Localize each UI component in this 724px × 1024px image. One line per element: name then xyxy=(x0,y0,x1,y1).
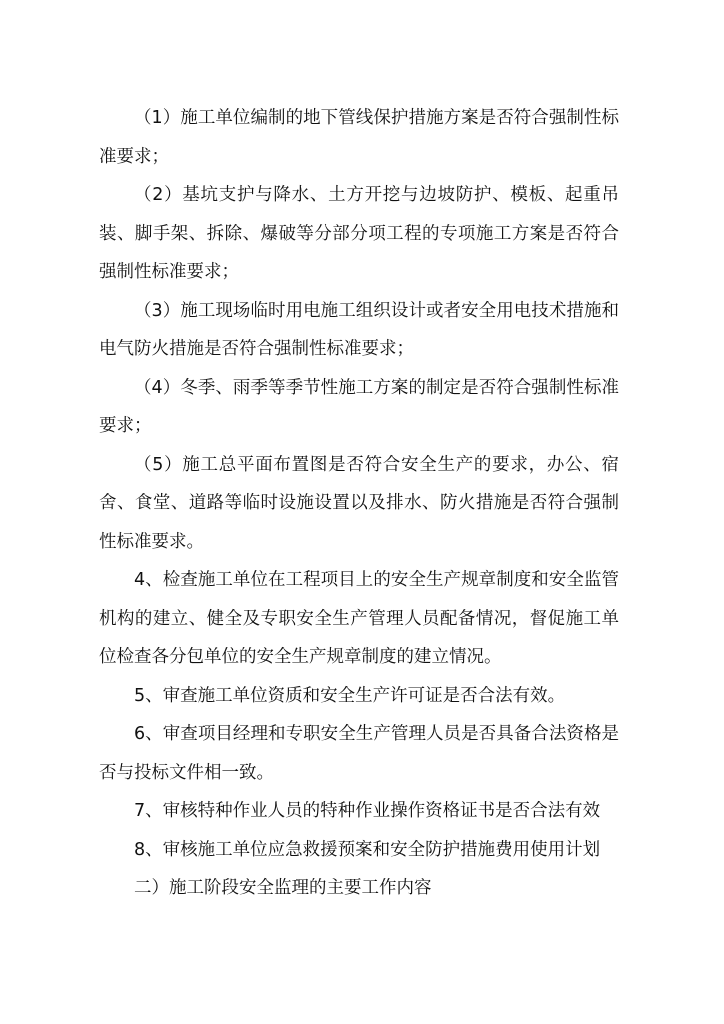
paragraph-manager-qualification: 6、审查项目经理和专职安全生产管理人员是否具备合法资格是否与投标文件相一致。 xyxy=(99,724,619,783)
paragraph-safety-regulations-check: 4、检查施工单位在工程项目上的安全生产规章制度和安全监管机构的建立、健全及专职安全生产管理人员配备情况，督促施工单位检查各分包单位的安全生产规章制度的建立情况。 xyxy=(99,570,619,667)
paragraph-special-construction-plans: （2）基坑支护与降水、土方开挖与边坡防护、模板、起重吊装、脚手架、拆除、爆破等分部分项工程的专项施工方案是否符合强制性标准要求； xyxy=(99,185,619,282)
paragraph-qualification-review: 5、审查施工单位资质和安全生产许可证是否合法有效。 xyxy=(134,685,566,706)
paragraph-emergency-plan: 8、审核施工单位应急救援预案和安全防护措施费用使用计划 xyxy=(134,839,601,860)
paragraph-temporary-electricity: （3）施工现场临时用电施工组织设计或者安全用电技术措施和电气防火措施是否符合强制性标准要求； xyxy=(99,300,619,359)
paragraph-site-layout: （5）施工总平面布置图是否符合安全生产的要求，办公、宿舍、食堂、道路等临时设施设置以及排水、防火措施是否符合强制性标准要求。 xyxy=(99,454,619,552)
section-heading-construction-phase: 二）施工阶段安全监理的主要工作内容 xyxy=(134,878,432,898)
paragraph-seasonal-construction: （4）冬季、雨季等季节性施工方案的制定是否符合强制性标准要求； xyxy=(99,377,619,436)
paragraph-special-operators: 7、审核特种作业人员的特种作业操作资格证书是否合法有效 xyxy=(134,801,601,821)
document-page xyxy=(99,99,619,908)
paragraph-underground-pipeline-plan: （1）施工单位编制的地下管线保护措施方案是否符合强制性标准要求； xyxy=(99,108,619,167)
